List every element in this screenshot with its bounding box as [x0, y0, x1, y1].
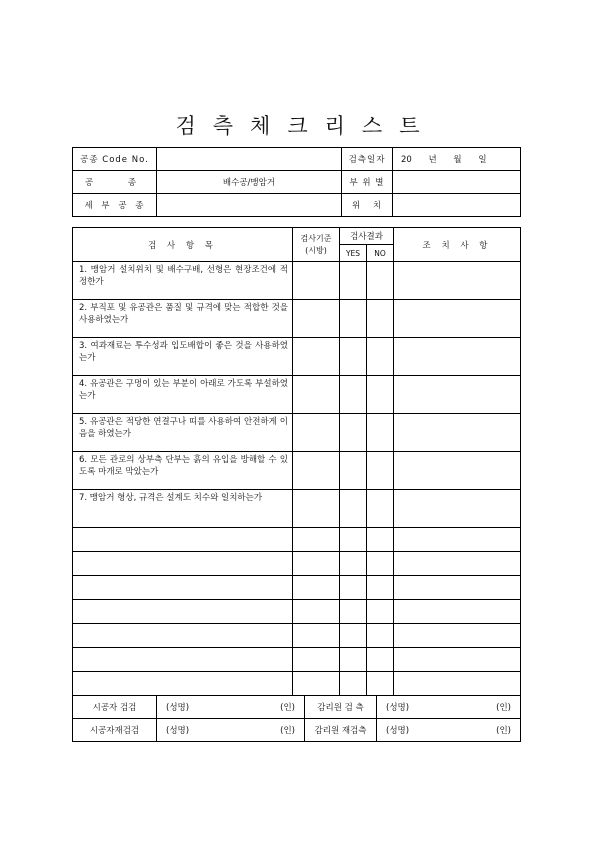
empty-row: [73, 600, 521, 624]
check-item: 2. 부직포 및 유공관은 품질 및 규격에 맞는 적합한 것을 사용하였는가: [73, 300, 293, 338]
basis-cell[interactable]: [293, 624, 340, 648]
action-cell[interactable]: [394, 600, 521, 624]
supervisor-reinspect-label: 감리원 재검측: [305, 719, 377, 742]
check-item: 7. 맹암거 형상, 규격은 설계도 치수와 일치하는가: [73, 490, 293, 528]
yes-cell[interactable]: [340, 338, 367, 376]
seal-text: (인): [496, 703, 511, 713]
subtrade-label: 세 부 공 종: [73, 194, 157, 217]
col-yes-header: YES: [340, 245, 367, 262]
basis-cell[interactable]: [293, 376, 340, 414]
header-table: [72, 147, 521, 217]
empty-row: [73, 528, 521, 552]
subtrade-value-cell[interactable]: [157, 194, 342, 217]
no-cell[interactable]: [367, 576, 394, 600]
check-item: 4. 유공관은 구멍이 있는 부분이 아래로 가도록 부설하였는가: [73, 376, 293, 414]
yes-cell[interactable]: [340, 624, 367, 648]
seal-text: (인): [280, 726, 295, 736]
page-title: 검측체크리스트: [175, 114, 437, 138]
table-row: [73, 490, 521, 528]
yes-cell[interactable]: [340, 528, 367, 552]
action-cell[interactable]: [394, 528, 521, 552]
action-cell[interactable]: [394, 552, 521, 576]
check-item: 5. 유공관은 적당한 연결구나 띠를 사용하여 안전하게 이음을 하였는가: [73, 414, 293, 452]
yes-cell[interactable]: [340, 576, 367, 600]
part-label: 부 위 별: [342, 171, 393, 194]
yes-cell[interactable]: [340, 600, 367, 624]
item-cell[interactable]: [73, 576, 293, 600]
action-cell[interactable]: [394, 262, 521, 300]
no-cell[interactable]: [367, 600, 394, 624]
basis-cell[interactable]: [293, 576, 340, 600]
yes-cell[interactable]: [340, 552, 367, 576]
empty-row: [73, 624, 521, 648]
no-cell[interactable]: [367, 624, 394, 648]
sign-text: (성명): [386, 726, 410, 736]
no-cell[interactable]: [367, 528, 394, 552]
basis-cell[interactable]: [293, 600, 340, 624]
yes-cell[interactable]: [340, 262, 367, 300]
trade-label: 공 종: [73, 171, 157, 194]
col-item-header: 검 사 항 목: [73, 228, 293, 262]
col-action-header: 조 치 사 항: [394, 228, 521, 262]
item-cell[interactable]: [73, 648, 293, 672]
contractor-reinspect-signature[interactable]: [157, 719, 305, 742]
yes-cell[interactable]: [340, 648, 367, 672]
basis-cell[interactable]: [293, 452, 340, 490]
item-cell[interactable]: [73, 552, 293, 576]
yes-cell[interactable]: [340, 300, 367, 338]
empty-row: [73, 576, 521, 600]
table-row: [73, 452, 521, 490]
no-cell[interactable]: [367, 262, 394, 300]
date-value-cell[interactable]: 20 년 월 일: [393, 148, 521, 171]
check-item: 6. 모든 관로의 상부측 단부는 흙의 유입을 방해할 수 있도록 마개로 막았는가: [73, 452, 293, 490]
action-cell[interactable]: [394, 376, 521, 414]
empty-row: [73, 672, 521, 696]
sign-text: (성명): [166, 703, 190, 713]
signature-table: [72, 695, 521, 742]
contractor-inspect-label: 시공자 검검: [73, 696, 157, 719]
table-row: [73, 338, 521, 376]
trade-value-cell[interactable]: 배수공/맹암거: [157, 171, 342, 194]
action-cell[interactable]: [394, 414, 521, 452]
col-result-header: 검사결과: [340, 228, 394, 245]
action-cell[interactable]: [394, 300, 521, 338]
action-cell[interactable]: [394, 452, 521, 490]
basis-cell[interactable]: [293, 672, 340, 696]
action-cell[interactable]: [394, 576, 521, 600]
action-cell[interactable]: [394, 490, 521, 528]
checklist-table: [72, 227, 521, 696]
col-no-header: NO: [367, 245, 394, 262]
basis-cell[interactable]: [293, 300, 340, 338]
yes-cell[interactable]: [340, 452, 367, 490]
no-cell[interactable]: [367, 300, 394, 338]
yes-cell[interactable]: [340, 414, 367, 452]
empty-row: [73, 552, 521, 576]
table-row: [73, 262, 521, 300]
supervisor-inspect-label: 감리원 검 측: [305, 696, 377, 719]
basis-cell[interactable]: [293, 262, 340, 300]
location-value-cell[interactable]: [393, 194, 521, 217]
col-basis-header: 검사기준 (시방): [293, 228, 340, 262]
item-cell[interactable]: [73, 624, 293, 648]
no-cell[interactable]: [367, 414, 394, 452]
supervisor-reinspect-signature[interactable]: [377, 719, 521, 742]
empty-row: [73, 648, 521, 672]
action-cell[interactable]: [394, 624, 521, 648]
table-row: [73, 414, 521, 452]
part-value-cell[interactable]: [393, 171, 521, 194]
no-cell[interactable]: [367, 552, 394, 576]
contractor-reinspect-label: 시공자재검검: [73, 719, 157, 742]
no-cell[interactable]: [367, 672, 394, 696]
action-cell[interactable]: [394, 672, 521, 696]
seal-text: (인): [496, 726, 511, 736]
location-label: 위 치: [342, 194, 393, 217]
code-label: 공종 Code No.: [73, 148, 157, 171]
code-value-cell[interactable]: [157, 148, 342, 171]
item-cell[interactable]: [73, 672, 293, 696]
basis-cell[interactable]: [293, 528, 340, 552]
basis-cell[interactable]: [293, 648, 340, 672]
yes-cell[interactable]: [340, 490, 367, 528]
sign-text: (성명): [166, 726, 190, 736]
check-item: 3. 여과재료는 투수성과 입도배합이 좋은 것을 사용하였는가: [73, 338, 293, 376]
yes-cell[interactable]: [340, 376, 367, 414]
no-cell[interactable]: [367, 490, 394, 528]
check-item: 1. 맹암거 설치위치 및 배수구배, 선형은 현장조건에 적정한가: [73, 262, 293, 300]
action-cell[interactable]: [394, 338, 521, 376]
basis-cell[interactable]: [293, 414, 340, 452]
contractor-inspect-signature[interactable]: [157, 696, 305, 719]
supervisor-inspect-signature[interactable]: [377, 696, 521, 719]
no-cell[interactable]: [367, 376, 394, 414]
sign-text: (성명): [386, 703, 410, 713]
basis-cell[interactable]: [293, 490, 340, 528]
seal-text: (인): [280, 703, 295, 713]
table-row: [73, 300, 521, 338]
no-cell[interactable]: [367, 452, 394, 490]
no-cell[interactable]: [367, 648, 394, 672]
basis-cell[interactable]: [293, 338, 340, 376]
item-cell[interactable]: [73, 600, 293, 624]
yes-cell[interactable]: [340, 672, 367, 696]
no-cell[interactable]: [367, 338, 394, 376]
item-cell[interactable]: [73, 528, 293, 552]
action-cell[interactable]: [394, 648, 521, 672]
date-label: 검측일자: [342, 148, 393, 171]
table-row: [73, 376, 521, 414]
basis-cell[interactable]: [293, 552, 340, 576]
